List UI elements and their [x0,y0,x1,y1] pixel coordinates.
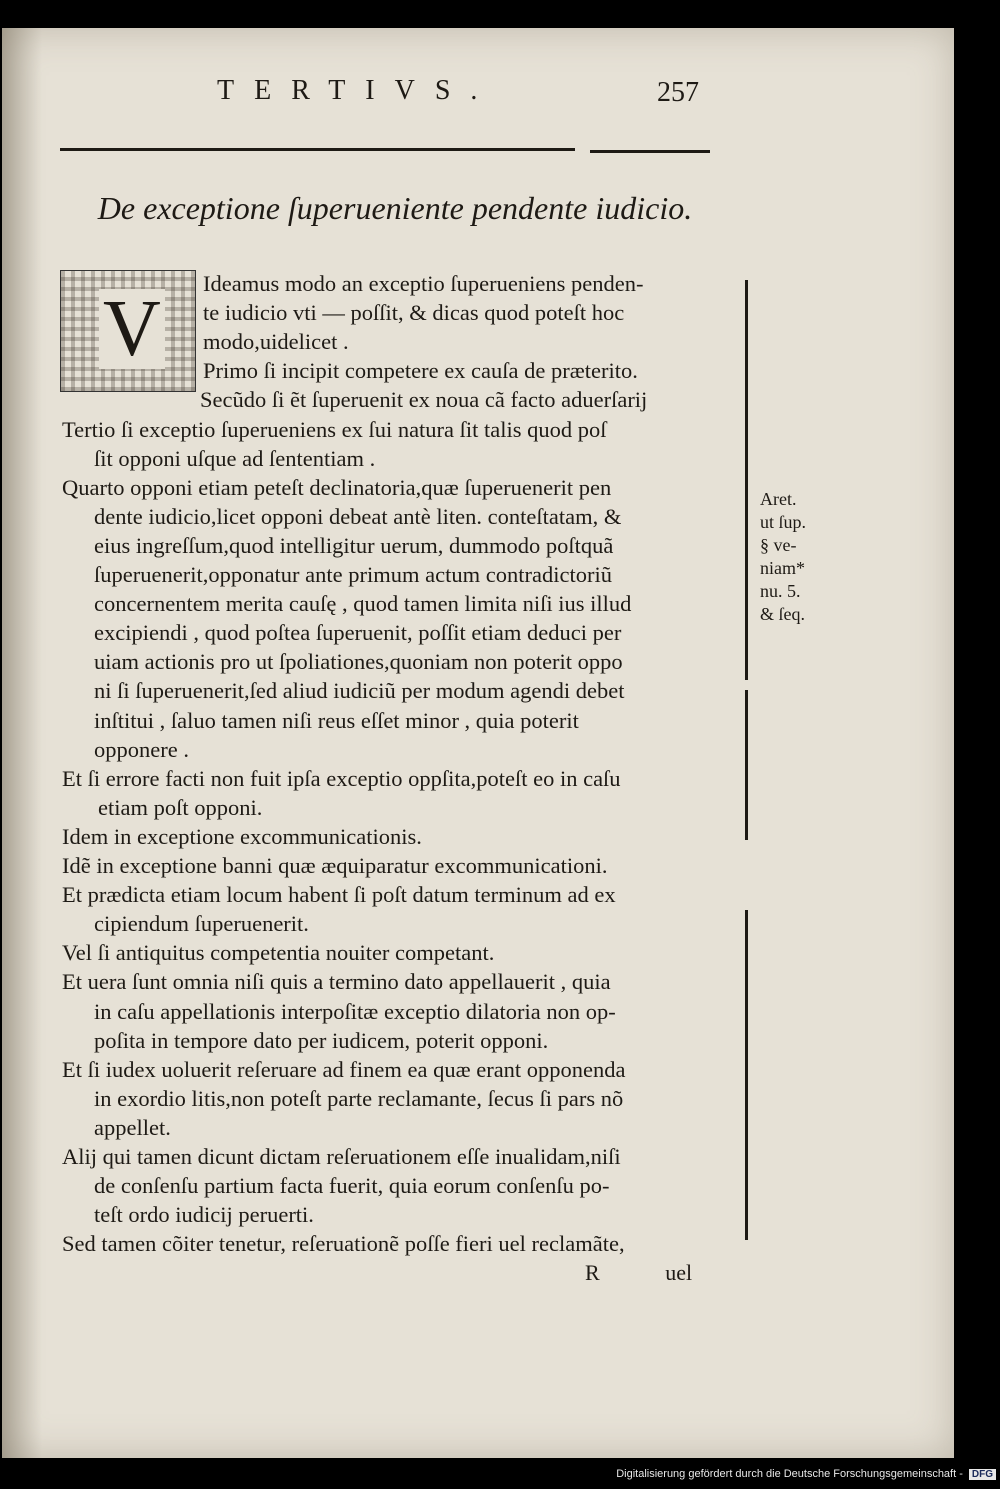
text-line: cipiendum ſuperuenerit. [94,911,309,937]
text-line: etiam poſt opponi. [98,794,263,820]
text-line: Idẽ in exceptione banni quæ æquiparatur excommunicationi. [62,853,608,878]
text-line: Et ſi iudex uoluerit reſeruare ad finem ea quæ erant opponenda [62,1056,626,1082]
margin-bracket [745,910,748,1240]
text-line: Alij qui tamen dicunt dictam reſeruationem eſſe inualidam,niſi [62,1144,621,1169]
page-number: 257 [657,77,699,108]
text-line: excipiendi , quod poſtea ſuperuenit, poſſit etiam deduci per [94,620,622,646]
text-line: appellet. [94,1114,171,1140]
margin-bracket [745,420,748,480]
text-line: ſuperuenerit,opponatur ante primum actum contradictoriũ [94,562,612,587]
margin-note-line: ut ſup. [760,512,807,532]
margin-bracket [745,480,748,680]
catchword-line [585,1260,692,1286]
text-line: in caſu appellationis interpoſitæ exceptio dilatoria non op- [94,998,616,1024]
text-line: inſtitui , ſaluo tamen niſi reus eſſet minor , quia poterit [94,707,579,733]
margin-note-line: § ve- [760,535,797,555]
text-line: de conſenſu partium facta fuerit, quia eorum conſenſu po- [94,1173,610,1199]
text-line: opponere . [94,736,189,762]
margin-note [760,488,840,626]
text-line: in exordio litis,non poteſt parte reclamante, ſecus ſi pars nõ [94,1085,624,1111]
text-line: Secũdo ſi ẽt ſuperuenit ex noua cã facto aduerſarij [200,387,648,413]
header-rule-right [590,150,710,153]
page-header [0,75,1000,115]
margin-note-line: niam* [760,558,805,578]
footer-text: Digitalisierung gefördert durch die Deutsche Forschungsgemeinschaft - [616,1468,963,1480]
section-title: De exceptione ſuperueniente pendente iudicio. [97,190,693,226]
margin-note-line: nu. 5. [760,581,801,601]
text-line: ni ſi ſuperuenerit,ſed aliud iudiciũ per modum agendi debet [94,678,625,704]
digitization-footer [616,1465,996,1483]
text-line: te iudicio vti — poſſit, & dicas quod poteſt hoc [203,300,625,326]
text-line: uiam actionis pro ut ſpoliationes,quoniam non poterit oppo [94,649,623,675]
text-line: dente iudicio,licet opponi debeat antè liten. conteſtatam, & [94,503,622,529]
text-line: Ideamus modo an exceptio ſuperueniens penden- [203,271,644,296]
text-line: teſt ordo iudicij peruerti. [94,1202,314,1228]
signature-mark: R [585,1260,600,1285]
dfg-logo-icon: DFG [969,1469,996,1480]
decorated-initial [60,270,196,392]
margin-bracket [745,280,748,428]
text-line: Tertio ſi exceptio ſuperueniens ex ſui natura ſit talis quod poſ [62,416,607,442]
text-line: ſit opponi uſque ad ſententiam . [94,445,376,471]
margin-bracket [745,690,748,840]
text-line: Et prædicta etiam locum habent ſi poſt datum terminum ad ex [62,882,616,908]
text-line: Et ſi errore facti non fuit ipſa exceptio oppſita,poteſt eo in caſu [62,765,621,791]
header-rule-left [60,148,575,151]
initial-letter: V [99,289,165,369]
text-line: modo,uidelicet . [203,329,349,355]
text-line: concernentem merita cauſę , quod tamen limita niſi ius illud [94,591,632,617]
text-line: poſita in tempore dato per iudicem, poterit opponi. [94,1027,549,1053]
margin-note-line: Aret. [760,489,797,509]
catchword: uel [665,1260,693,1285]
page-gutter-shadow [2,28,42,1458]
margin-note-line: & ſeq. [760,604,805,624]
text-line: Sed tamen cõiter tenetur, reſeruationẽ poſſe fieri uel reclamãte, [62,1231,625,1257]
text-line: Idem in exceptione excommunicationis. [62,823,422,849]
text-line: eius ingreſſum,quod intelligitur uerum, dummodo poſtquã [94,532,614,558]
running-head: TERTIVS. [217,75,498,106]
text-line: Quarto opponi etiam peteſt declinatoria,quæ ſuperuenerit pen [62,474,612,500]
text-line: Et uera ſunt omnia niſi quis a termino dato appellauerit , quia [62,969,611,995]
text-line: Vel ſi antiquitus competentia nouiter competant. [62,940,495,966]
text-line: Primo ſi incipit competere ex cauſa de præterito. [203,358,638,384]
